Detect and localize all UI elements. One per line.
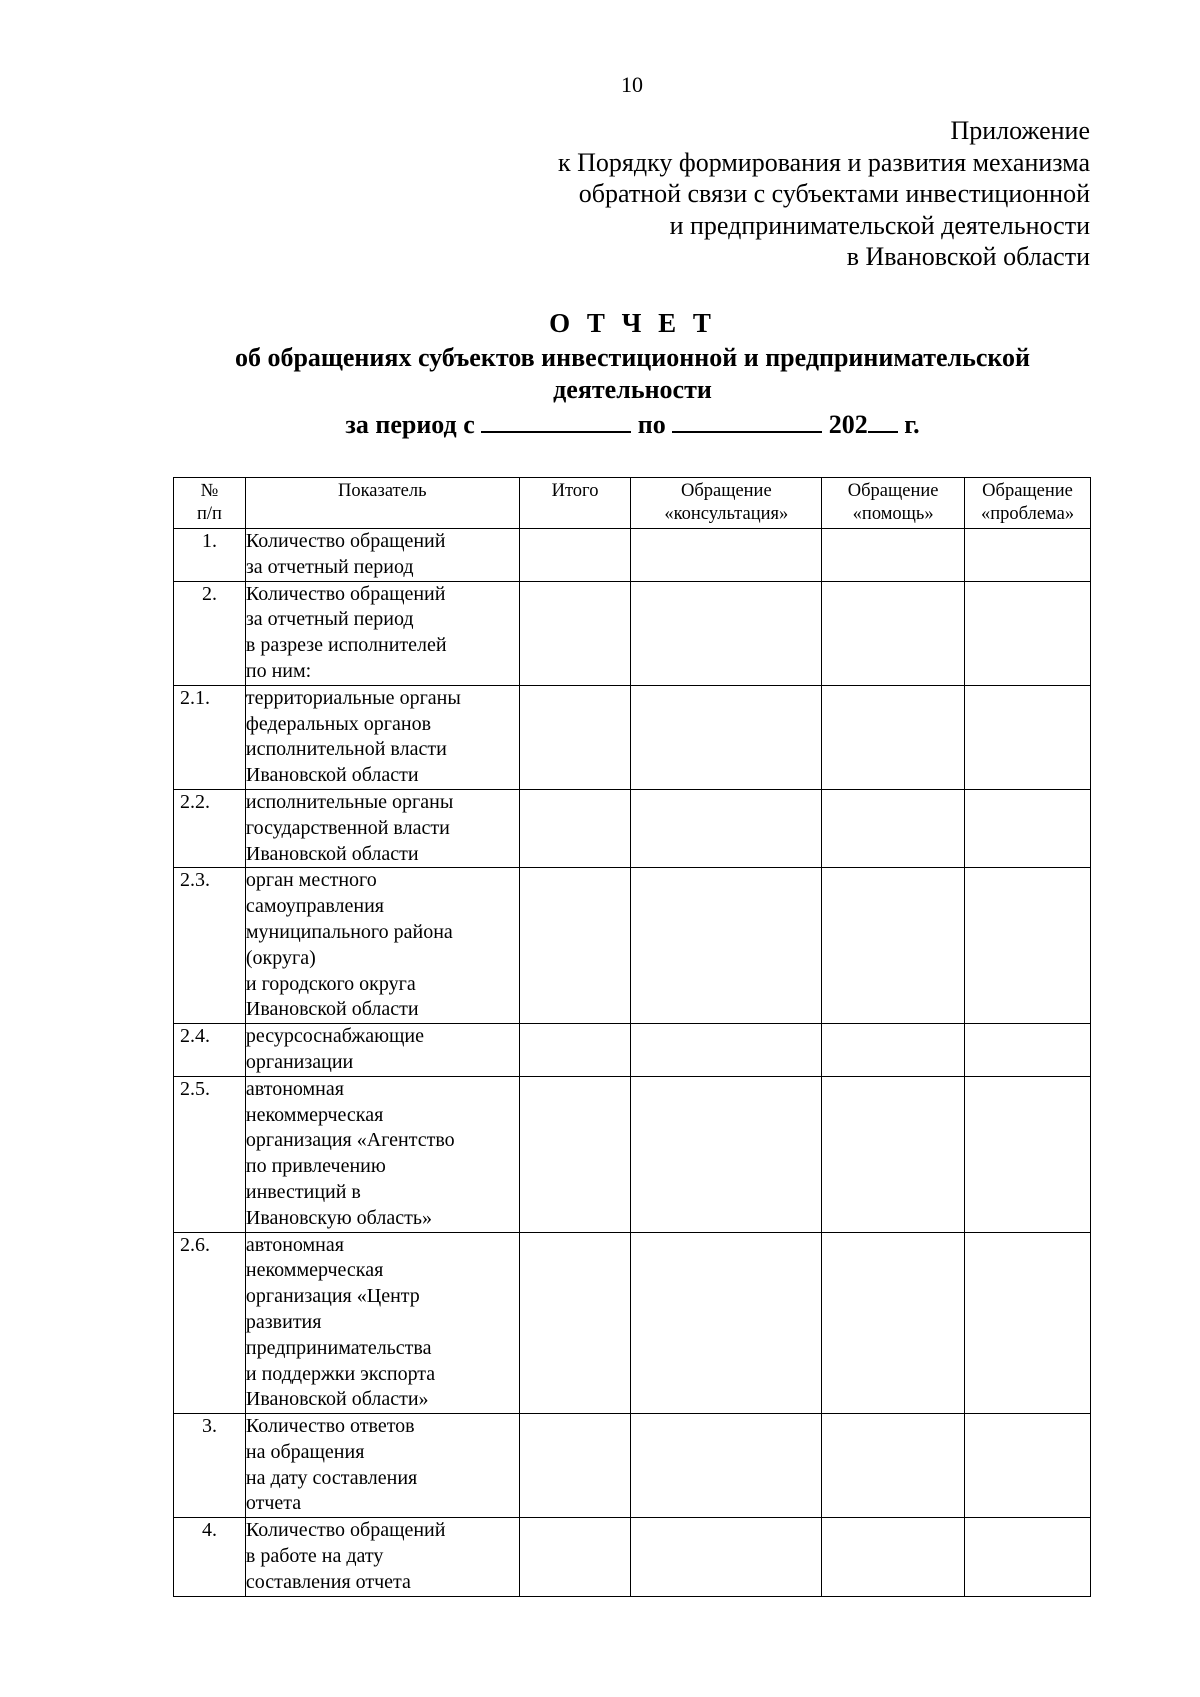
cell-help[interactable]	[822, 1518, 965, 1596]
cell-consultation[interactable]	[631, 1232, 822, 1414]
row-num: 2.5.	[174, 1076, 246, 1232]
row-num: 2.6.	[174, 1232, 246, 1414]
table-row	[174, 1076, 1091, 1232]
row-indicator: орган местного самоуправления муниципального района (округа) и городского округа Ивановской области	[245, 868, 519, 1024]
cell-problem[interactable]	[965, 868, 1091, 1024]
header-num: № п/п	[174, 478, 246, 529]
cell-consultation[interactable]	[631, 868, 822, 1024]
cell-total[interactable]	[519, 1024, 631, 1077]
row-num: 2.1.	[174, 685, 246, 789]
header-total: Итого	[519, 478, 631, 529]
row-indicator: Количество обращений за отчетный период в разрезе исполнителей по ним:	[245, 581, 519, 685]
report-table	[173, 477, 1091, 1597]
title-period	[160, 409, 1105, 441]
table-header-row	[174, 478, 1091, 529]
period-year-blank[interactable]	[868, 409, 898, 433]
table-row	[174, 685, 1091, 789]
appendix-line: обратной связи с субъектами инвестиционной	[578, 179, 1090, 208]
row-num: 2.	[174, 581, 246, 685]
cell-help[interactable]	[822, 1076, 965, 1232]
page-number: 10	[621, 72, 643, 97]
cell-problem[interactable]	[965, 1076, 1091, 1232]
row-num: 2.4.	[174, 1024, 246, 1077]
cell-consultation[interactable]	[631, 1518, 822, 1596]
cell-problem[interactable]	[965, 685, 1091, 789]
cell-total[interactable]	[519, 868, 631, 1024]
period-prefix: за период с	[345, 410, 475, 439]
appendix-heading	[558, 115, 1090, 273]
cell-problem[interactable]	[965, 1518, 1091, 1596]
header-problem: Обращение «проблема»	[965, 478, 1091, 529]
period-mid: по	[637, 410, 666, 439]
row-indicator: автономная некоммерческая организация «Центр развития предпринимательства и поддержки экспорта Ивановской области»	[245, 1232, 519, 1414]
period-end-blank[interactable]	[672, 409, 822, 433]
row-indicator: автономная некоммерческая организация «Агентство по привлечению инвестиций в Ивановскую область»	[245, 1076, 519, 1232]
appendix-line: Приложение	[950, 116, 1090, 145]
cell-consultation[interactable]	[631, 685, 822, 789]
cell-consultation[interactable]	[631, 1414, 822, 1518]
cell-total[interactable]	[519, 1232, 631, 1414]
period-suffix: г.	[904, 410, 920, 439]
cell-total[interactable]	[519, 789, 631, 867]
row-indicator: исполнительные органы государственной власти Ивановской области	[245, 789, 519, 867]
table-row	[174, 529, 1091, 582]
cell-problem[interactable]	[965, 1414, 1091, 1518]
appendix-line: в Ивановской области	[846, 242, 1090, 271]
cell-consultation[interactable]	[631, 789, 822, 867]
cell-total[interactable]	[519, 1076, 631, 1232]
cell-total[interactable]	[519, 685, 631, 789]
cell-total[interactable]	[519, 529, 631, 582]
cell-help[interactable]	[822, 789, 965, 867]
cell-total[interactable]	[519, 581, 631, 685]
row-num: 3.	[174, 1414, 246, 1518]
cell-consultation[interactable]	[631, 529, 822, 582]
cell-problem[interactable]	[965, 1024, 1091, 1077]
cell-help[interactable]	[822, 1414, 965, 1518]
row-indicator: Количество ответов на обращения на дату составления отчета	[245, 1414, 519, 1518]
cell-total[interactable]	[519, 1518, 631, 1596]
appendix-line: к Порядку формирования и развития механизма	[558, 147, 1090, 177]
row-indicator: территориальные органы федеральных органов исполнительной власти Ивановской области	[245, 685, 519, 789]
cell-problem[interactable]	[965, 581, 1091, 685]
row-indicator: Количество обращений за отчетный период	[245, 529, 519, 582]
row-indicator: ресурсоснабжающие организации	[245, 1024, 519, 1077]
report-title	[160, 307, 1105, 441]
title-subject-cont: деятельности	[553, 375, 712, 404]
row-num: 1.	[174, 529, 246, 582]
cell-consultation[interactable]	[631, 1024, 822, 1077]
title-report-word: О Т Ч Е Т	[549, 308, 716, 338]
row-num: 4.	[174, 1518, 246, 1596]
header-indicator: Показатель	[245, 478, 519, 529]
cell-consultation[interactable]	[631, 581, 822, 685]
cell-problem[interactable]	[965, 1232, 1091, 1414]
cell-help[interactable]	[822, 1232, 965, 1414]
cell-help[interactable]	[822, 1024, 965, 1077]
cell-consultation[interactable]	[631, 1076, 822, 1232]
cell-total[interactable]	[519, 1414, 631, 1518]
table-row	[174, 1024, 1091, 1077]
cell-help[interactable]	[822, 581, 965, 685]
cell-help[interactable]	[822, 685, 965, 789]
row-num: 2.2.	[174, 789, 246, 867]
row-num: 2.3.	[174, 868, 246, 1024]
table-row	[174, 1414, 1091, 1518]
table-row	[174, 789, 1091, 867]
cell-problem[interactable]	[965, 529, 1091, 582]
period-start-blank[interactable]	[481, 409, 631, 433]
cell-help[interactable]	[822, 868, 965, 1024]
row-indicator: Количество обращений в работе на дату составления отчета	[245, 1518, 519, 1596]
table-row	[174, 868, 1091, 1024]
appendix-line: и предпринимательской деятельности	[669, 210, 1090, 240]
table-row	[174, 1518, 1091, 1596]
header-help: Обращение «помощь»	[822, 478, 965, 529]
header-consultation: Обращение «консультация»	[631, 478, 822, 529]
title-subject: об обращениях субъектов инвестиционной и предпринимательской	[234, 343, 1031, 372]
table-row	[174, 581, 1091, 685]
cell-help[interactable]	[822, 529, 965, 582]
period-year: 202	[828, 410, 868, 439]
table-row	[174, 1232, 1091, 1414]
cell-problem[interactable]	[965, 789, 1091, 867]
